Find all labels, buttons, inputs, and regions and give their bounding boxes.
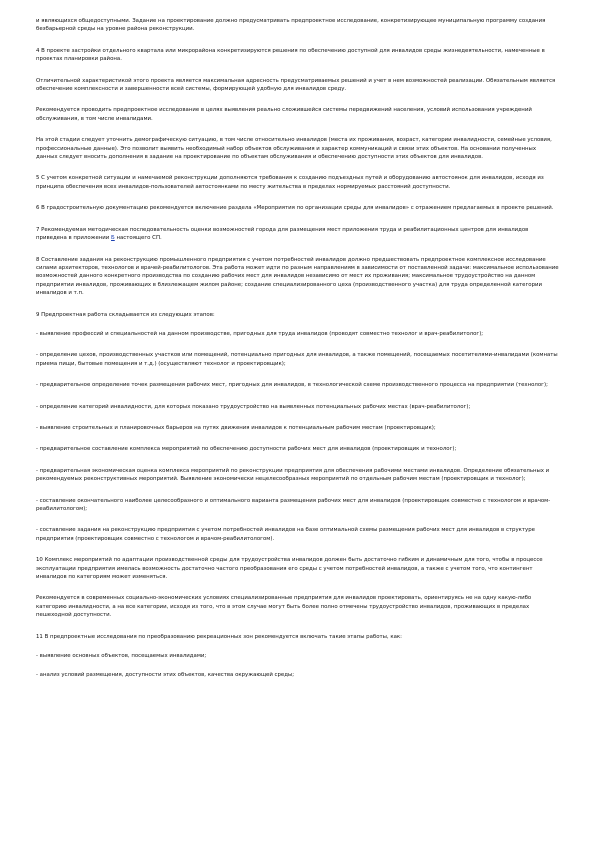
paragraph-9-item-3: - предварительное определение точек размещения рабочих мест, пригодных для инвалидов, в технологической схеме производственного процесса на предприятии (технолог);: [36, 382, 548, 389]
paragraph-11-item-1: - выявление основных объектов, посещаемых инвалидами;: [36, 653, 207, 660]
paragraph-10: 10 Комплекс мероприятий по адаптации производственной среды для трудоустройства инвалидов должен быть достаточно гибким и динамичным для того, чтобы в процессе эксплуатации предприятия имелась возможность достаточно частого преобразования его среды с учетом потребностей инвалидов, а также с учетом того, что контингент инвалидов по категориям может изменяться.: [36, 557, 543, 581]
paragraph-11: 11 В предпроектные исследования по преобразованию рекреационных зон рекомендуется включать такие этапы работы, как:: [36, 633, 402, 640]
paragraph-9: 9 Предпроектная работа складывается из следующих этапов:: [36, 311, 215, 318]
paragraph-7-text: 7 Рекомендуемая методическая последовательность оценки возможностей города для размещения мест приложения труда и реабилитационных центров для инвалидов приведена в приложении: [36, 226, 529, 242]
paragraph-7-tail: настоящего СП.: [114, 235, 162, 242]
paragraph-6: 6 В градостроительную документацию рекомендуется включение раздела «Мероприятия по организации среды для инвалидов» с отражением предлагаемых в проекте решений.: [36, 205, 554, 212]
paragraph-5: 5 С учетом конкретной ситуации и намечаемой реконструкции дополняются требования к созданию подъездных путей и оборудованию автостоянок для инвалидов, исходя из принципа обеспечения всех инвалидов-пользователей автостоянками по месту жительства в пределах нормируемых расстояний доступности.: [36, 175, 544, 190]
paragraph-9-item-6: - предварительное составление комплекса мероприятий по обеспечению доступности рабочих мест для инвалидов (проектировщик и технолог);: [36, 446, 457, 453]
paragraph-9-item-2: - определение цехов, производственных участков или помещений, потенциально пригодных для инвалидов, а также помещений, посещаемых посетителями-инвалидами (комнаты приема пищи, бытовые помещения и т.д.) (осуществляют технолог и проектировщик);: [36, 352, 558, 367]
paragraph-4: 4 В проекте застройки отдельного квартала или микрорайона конкретизируются решения по обеспечению доступной для инвалидов среды жизнедеятельности, намеченные в проектах планировки района.: [36, 47, 545, 63]
paragraph-9-item-4: - определение категорий инвалидности, для которых показано трудоустройство на выявленных потенциальных рабочих местах (врач-реабилитолог);: [36, 403, 471, 410]
paragraph-11-item-2: - анализ условий размещения, доступности этих объектов, качества окружающей среды;: [36, 672, 295, 679]
paragraph-9-item-7: - предварительная экономическая оценка комплекса мероприятий по реконструкции предприятия для обеспечения рабочими местами инвалидов. Определение обязательных и рекомендуемых реконструктивных мероприятий. Выявление экономически нецелесообразных мероприятий по отдельным рабочим местам (проектировщик и технолог);: [36, 467, 550, 483]
paragraph-4-characteristic: Отличительной характеристикой этого проекта является максимальная адресность предусматриваемых решений и учет в нем возможностей реализации. Обязательным является обеспечение комплексности и завершенности всей системы, формирующей удобную для инвалидов среду.: [36, 77, 556, 93]
paragraph-10-recommendation: Рекомендуется в современных социально-экономических условиях специализированные предприятия для инвалидов проектировать, ориентируясь не на одну какую-либо категорию инвалидности, а на все категории, исходя из того, что в этом случае могут быть более полно отмечены трудоустройство инвалидов, проживающих в пределах пешеходной доступности.: [36, 595, 532, 619]
paragraph-9-item-8: - составление окончательного наиболее целесообразного и оптимального варианта размещения рабочих мест для инвалидов (проектировщик совместно с технологом и врачом-реабилитологом);: [36, 497, 551, 512]
paragraph-8: 8 Составление задания на реконструкцию промышленного предприятия с учетом потребностей инвалидов должно предшествовать предпроектное комплексное исследование силами архитекторов, технологов и врачей-реабилитологов. Эта работа может идти по разным направлениям в зависимости от поставленной задачи: максимальное использование возможностей данного конкретного производства по созданию рабочих мест для инвалидов независимо от мест их проживания; максимальное трудоустройство на данном предприятии инвалидов, проживающих в близлежащем жилом районе; создание специализированного цеха (производственного участка) для труда определенной категории инвалидов и т.п.: [36, 256, 559, 297]
paragraph-4-recommendation: Рекомендуется проводить предпроектное исследование в целях выявления реально сложившейся системы передвижений населения, условий использования учреждений обслуживания, в том числе инвалидами.: [36, 107, 532, 122]
paragraph-4-demography: На этой стадии следует уточнить демографическую ситуацию, в том числе относительно инвалидов (места их проживания, возраст, категории инвалидности, семейные условия, профессиональные данные). Это позволит выявить необходимый набор объектов обслуживания и характер коммуникаций и связи этих объектов. На основании полученных данных следует вносить дополнения в задание на проектирование по объектам обслуживания и обеспечению доступности этих объектов для инвалидов.: [36, 137, 552, 161]
paragraph-9-item-1: - выявление профессий и специальностей на данном производстве, пригодных для труда инвалидов (проводят совместно технолог и врач-реабилитолог);: [36, 330, 484, 337]
paragraph-7: [36, 226, 559, 243]
paragraph-intro-continuation: и являющихся общедоступными. Задание на проектирование должно предусматривать предпроектное исследование, конкретизирующее муниципальную программу создания безбарьерной среды на уровне района реконструкции.: [36, 18, 546, 33]
paragraph-9-item-5: - выявление строительных и планировочных барьеров на путях движения инвалидов к потенциальным рабочим местам (проектировщик);: [36, 424, 436, 431]
paragraph-9-item-9: - составление задания на реконструкцию предприятия с учетом потребностей инвалидов на базе оптимальной схемы размещения рабочих мест для инвалидов в структуре предприятия (проектировщик совместно с технологом и врачом-реабилитологом).: [36, 527, 535, 542]
appendix-b-link[interactable]: Б: [111, 235, 115, 242]
document-page: [36, 17, 559, 691]
